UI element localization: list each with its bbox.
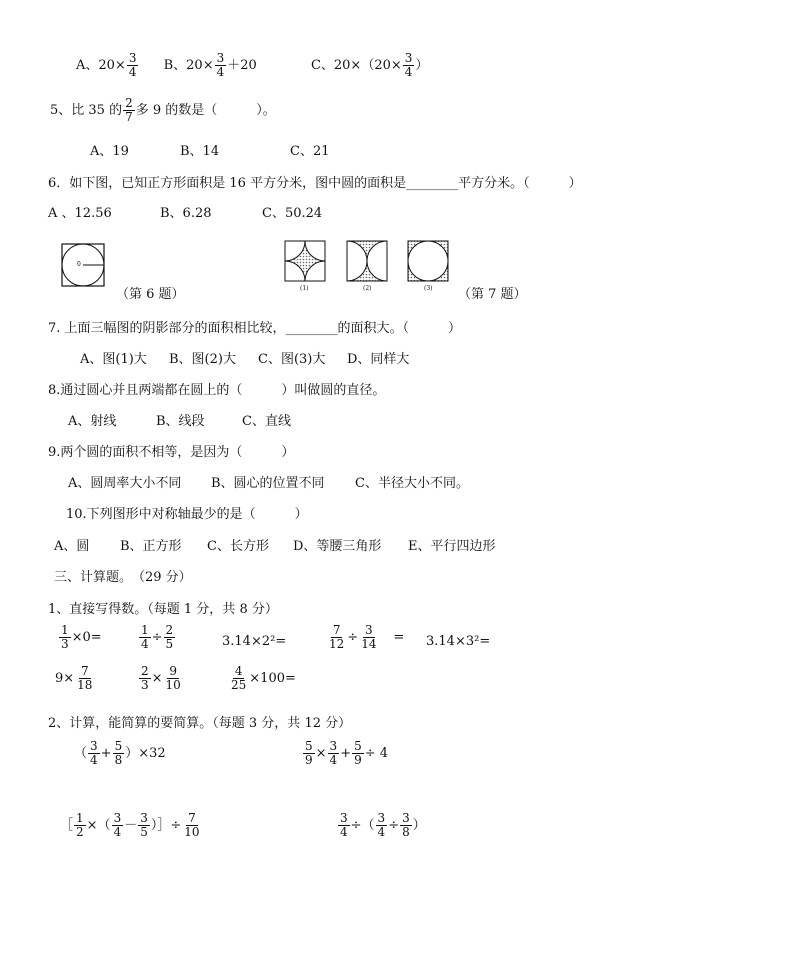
question-7: 7. 上面三幅图的阴影部分的面积相比较，________的面积大。（ ）: [48, 321, 462, 336]
calc2-title: 2、计算，能简算的要简算。（每题 3 分，共 12 分）: [48, 716, 352, 731]
q4-option-a: A、20×: [76, 58, 126, 73]
q4-options: A、20× $\frac{3}{4}$ B、20× $\frac{3}{4}$ ＋20 C、20×（20× $\frac{3}{4}$ ）: [76, 51, 429, 79]
q10-option-d: D、等腰三角形: [293, 539, 382, 554]
figure-caption-1: (1): [300, 285, 309, 292]
calc1-title: 1、直接写得数。（每题 1 分，共 8 分）: [48, 602, 278, 617]
section-3-title: 三、计算题。 （29 分）: [54, 570, 192, 585]
q10-option-b: B、正方形: [120, 539, 182, 554]
q6-option-c: C、50.24: [262, 206, 323, 221]
q8-option-b: B、线段: [156, 414, 205, 429]
q7-figures: [284, 240, 464, 294]
q6-option-b: B、6.28: [160, 206, 212, 221]
q10-option-e: E、平行四边形: [408, 539, 496, 554]
q8-option-a: A、射线: [68, 414, 117, 429]
q10-option-c: C、长方形: [207, 539, 269, 554]
question-9: 9.两个圆的面积不相等，是因为（ ）: [48, 445, 295, 460]
question-8: 8.通过圆心并且两端都在圆上的（ ）叫做圆的直径。: [48, 383, 386, 398]
calc1-expr-7: $\frac{2}{3}$ × $\frac{9}{10}$: [141, 664, 181, 692]
question-5: 5、比 35 的 $\frac{2}{7}$ 多 9 的数是（ ）。: [50, 96, 276, 124]
calc2-problem-2: $\frac{5}{9}$ × $\frac{3}{4}$ + $\frac{5}{9}$ ÷ 4: [305, 739, 389, 767]
q7-option-d: D、同样大: [347, 352, 410, 367]
calc1-expr-5: 3.14×3²=: [426, 634, 491, 649]
figure-caption-2: (2): [363, 285, 372, 292]
q6-option-a: A 、12.56: [48, 206, 112, 221]
q10-option-a: A、圆: [54, 539, 90, 554]
q7-figure-label: （第 7 题）: [458, 287, 527, 302]
q9-option-c: C、半径大小不同。: [355, 476, 469, 491]
q9-option-a: A、圆周率大小不同: [68, 476, 182, 491]
calc1-expr-1: $\frac{1}{3}$ ×0=: [61, 623, 102, 651]
q4-option-c: C、20×（20×: [310, 58, 402, 73]
q9-option-b: B、圆心的位置不同: [211, 476, 325, 491]
fraction: $\frac{3}{4}$: [128, 51, 137, 79]
question-10: 10.下列图形中对称轴最少的是（ ）: [66, 507, 308, 522]
q7-option-b: B、图(2)大: [169, 352, 236, 367]
q6-figure-label: （第 6 题）: [116, 287, 185, 302]
center-label: 0: [77, 261, 81, 268]
q6-figure: [60, 242, 112, 290]
calc2-problem-3: ［ $\frac{1}{2}$ ×（ $\frac{3}{4}$ － $\frac{3}{5}$ ）］÷ $\frac{7}{10}$: [60, 811, 200, 839]
calc1-expr-3: 3.14×2²=: [222, 634, 287, 649]
calc1-expr-2: $\frac{1}{4}$ ÷ $\frac{2}{5}$: [141, 623, 174, 651]
figure-caption-3: (3): [424, 285, 433, 292]
q7-option-a: A、图(1)大: [80, 352, 147, 367]
q5-option-a: A、19: [90, 144, 129, 159]
q4-option-b: B、20×: [163, 58, 214, 73]
calc2-problem-1: （ $\frac{3}{4}$ + $\frac{5}{8}$ ）×32: [74, 739, 166, 767]
fraction: $\frac{3}{4}$: [216, 51, 225, 79]
fraction: $\frac{2}{7}$: [125, 96, 133, 124]
q5-option-c: C、21: [290, 144, 330, 159]
q8-option-c: C、直线: [242, 414, 291, 429]
calc2-problem-4: $\frac{3}{4}$ ÷（ $\frac{3}{4}$ ÷ $\frac{3}{8}$ ）: [340, 811, 426, 839]
q5-option-b: B、14: [180, 144, 220, 159]
question-6: 6．如下图，已知正方形面积是 16 平方分米，图中圆的面积是________平方分米。（ ）: [48, 176, 582, 191]
calc1-expr-4: $\frac{7}{12}$ ÷ $\frac{3}{14}$ =: [329, 623, 405, 651]
calc1-expr-6: 9× $\frac{7}{18}$: [55, 664, 93, 692]
q7-option-c: C、图(3)大: [258, 352, 326, 367]
fraction: $\frac{3}{4}$: [404, 51, 413, 79]
calc1-expr-8: $\frac{4}{25}$ ×100=: [231, 664, 296, 692]
